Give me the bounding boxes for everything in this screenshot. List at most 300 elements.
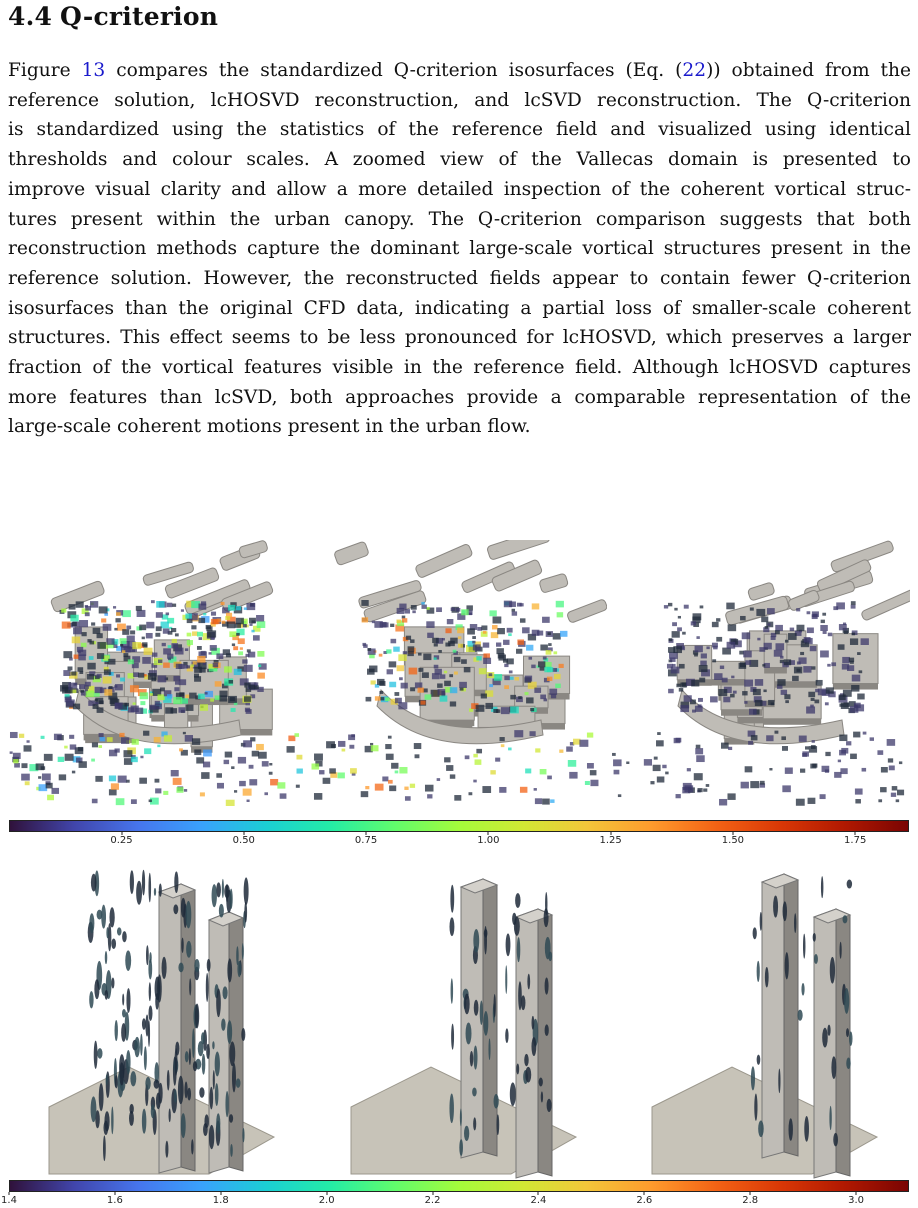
vortex-isosurface — [200, 792, 205, 796]
vortex-isosurface — [126, 1050, 130, 1074]
vortex-isosurface — [459, 1139, 463, 1156]
vortex-isosurface — [520, 618, 526, 622]
vortex-isosurface — [101, 618, 106, 622]
vortex-isosurface — [109, 686, 113, 689]
vortex-isosurface — [585, 781, 590, 785]
vortex-isosurface — [195, 1003, 199, 1028]
vortex-isosurface — [148, 873, 151, 903]
vortex-isosurface — [515, 677, 519, 681]
vortex-isosurface — [13, 759, 18, 763]
vortex-isosurface — [777, 679, 785, 686]
vortex-isosurface — [483, 658, 491, 664]
vortex-isosurface — [695, 706, 703, 712]
vortex-isosurface — [458, 636, 461, 639]
vortex-isosurface — [753, 689, 761, 695]
vortex-isosurface — [545, 977, 549, 994]
vortex-isosurface — [157, 745, 160, 748]
vortex-isosurface — [425, 694, 432, 699]
vortex-isosurface — [93, 628, 101, 634]
vortex-isosurface — [842, 657, 850, 663]
vortex-isosurface — [162, 957, 167, 979]
vortex-isosurface — [812, 740, 815, 743]
vortex-isosurface — [158, 660, 162, 663]
vortex-isosurface — [388, 780, 393, 784]
colorbar-tick-label: 2.2 — [424, 1195, 441, 1206]
vortex-isosurface — [226, 653, 231, 657]
vortex-isosurface — [714, 673, 722, 680]
vortex-isosurface — [224, 666, 232, 672]
vortex-isosurface — [171, 628, 176, 632]
vortex-isosurface — [115, 748, 120, 752]
vortex-isosurface — [365, 786, 369, 789]
vortex-isosurface — [269, 763, 272, 765]
cross-reference-link[interactable]: 22 — [682, 60, 707, 81]
vortex-isosurface — [425, 785, 434, 792]
vortex-isosurface — [106, 638, 114, 645]
vortex-isosurface — [532, 1016, 535, 1030]
vortex-isosurface — [811, 698, 815, 701]
vortex-isosurface — [742, 691, 747, 695]
vortex-isosurface — [810, 764, 816, 769]
vortex-isosurface — [198, 604, 206, 610]
paragraph-text: compares the standardized Q-criterion isosurfaces (Eq. ( — [105, 60, 683, 81]
vortex-isosurface — [47, 795, 54, 801]
vortex-isosurface — [122, 629, 129, 635]
vortex-isosurface — [745, 766, 753, 772]
vortex-isosurface — [194, 749, 201, 755]
vortex-isosurface — [767, 623, 770, 626]
vortex-isosurface — [86, 691, 94, 698]
vortex-isosurface — [757, 638, 760, 641]
vortex-isosurface — [247, 649, 251, 652]
vortex-isosurface — [516, 1063, 519, 1074]
vortex-isosurface — [314, 754, 323, 761]
vortex-isosurface — [229, 1041, 235, 1066]
vortex-isosurface — [380, 697, 384, 700]
vortex-isosurface — [210, 1087, 214, 1110]
vortex-isosurface — [200, 704, 208, 711]
vortex-isosurface — [553, 633, 561, 639]
paragraph-text: reconstruction methods capture the dominant large-scale vortical structures present in the — [8, 238, 911, 260]
vortex-isosurface — [676, 684, 680, 688]
vortex-isosurface — [65, 697, 72, 703]
vortex-isosurface — [831, 662, 836, 666]
vortex-isosurface — [540, 667, 545, 671]
vortex-isosurface — [234, 669, 242, 675]
vortex-isosurface — [329, 768, 336, 773]
vortex-isosurface — [857, 652, 861, 655]
vortex-isosurface — [165, 1141, 168, 1158]
vortex-isosurface — [694, 773, 703, 780]
vortex-isosurface — [63, 670, 70, 676]
paragraph-text: isosurfaces than the original CFD data, indicating a partial loss of smaller-scale coherent — [8, 297, 911, 319]
vortex-isosurface — [862, 768, 867, 772]
vortex-isosurface — [165, 707, 173, 713]
vortex-isosurface — [210, 645, 217, 651]
vortex-isosurface — [85, 605, 88, 608]
vortex-isosurface — [731, 676, 734, 679]
vortex-isosurface — [140, 701, 145, 705]
vortex-isosurface — [116, 612, 121, 616]
vortex-isosurface — [389, 785, 396, 791]
vortex-isosurface — [782, 746, 788, 751]
vortex-isosurface — [120, 638, 127, 644]
vortex-isosurface — [825, 752, 830, 756]
vortex-isosurface — [542, 617, 550, 623]
towers-lchosvd-panel — [311, 862, 607, 1180]
vortex-isosurface — [404, 787, 408, 790]
vortex-isosurface — [121, 737, 129, 744]
vortex-isosurface — [144, 648, 153, 655]
vortex-isosurface — [485, 703, 493, 709]
vortex-isosurface — [722, 678, 728, 683]
section-number: 4.4 — [8, 2, 53, 31]
vortex-isosurface — [87, 663, 95, 670]
vortex-isosurface — [95, 687, 103, 693]
vortex-isosurface — [236, 618, 244, 625]
vortex-isosurface — [850, 638, 858, 645]
vortex-isosurface — [547, 677, 553, 681]
vortex-isosurface — [277, 782, 285, 788]
vortex-isosurface — [97, 633, 103, 638]
vortex-isosurface — [450, 774, 455, 778]
vortex-isosurface — [186, 941, 191, 958]
vortex-isosurface — [174, 1089, 177, 1103]
vortex-isosurface — [168, 645, 172, 648]
vortex-isosurface — [758, 1120, 764, 1137]
vortex-isosurface — [361, 791, 369, 797]
vortex-isosurface — [397, 608, 405, 614]
vortex-isosurface — [803, 666, 811, 673]
paragraph-text: fraction of the vortical features visible in the reference field. Although lcHOSVD captures — [8, 357, 911, 379]
vortex-isosurface — [546, 650, 552, 655]
vortex-isosurface — [175, 681, 179, 684]
vortex-isosurface — [839, 694, 846, 700]
vortex-isosurface — [203, 662, 206, 664]
vortex-isosurface — [464, 667, 471, 672]
vortex-isosurface — [851, 605, 856, 609]
vortex-isosurface — [822, 613, 826, 616]
vortex-isosurface — [508, 633, 511, 636]
vortex-isosurface — [80, 690, 84, 693]
vortex-isosurface — [382, 776, 388, 781]
vortex-isosurface — [120, 644, 123, 647]
vortex-isosurface — [174, 687, 179, 691]
vortex-isosurface — [252, 751, 259, 757]
vortex-isosurface — [197, 632, 203, 637]
vortex-isosurface — [459, 682, 467, 688]
vortex-isosurface — [534, 688, 541, 693]
vortex-isosurface — [99, 606, 108, 613]
vortex-isosurface — [453, 650, 457, 653]
vortex-isosurface — [389, 661, 397, 667]
vortex-isosurface — [836, 602, 845, 609]
paragraph-line — [8, 412, 911, 442]
building-block — [50, 580, 105, 613]
vortex-isosurface — [169, 1109, 171, 1123]
vortex-isosurface — [804, 1116, 809, 1142]
vortex-isosurface — [105, 990, 108, 1000]
vortex-isosurface — [99, 733, 104, 737]
vortex-isosurface — [820, 794, 826, 799]
colorbar-bottom — [1, 1180, 909, 1206]
vortex-isosurface — [775, 731, 779, 734]
colorbar-tick-label: 2.6 — [636, 1195, 653, 1206]
vortex-isosurface — [887, 739, 895, 746]
vortex-isosurface — [826, 687, 834, 693]
vortex-isosurface — [470, 1051, 473, 1066]
vortex-isosurface — [677, 627, 682, 631]
vortex-isosurface — [216, 653, 223, 659]
vortex-isosurface — [207, 959, 211, 972]
vortex-isosurface — [130, 630, 135, 634]
vortex-isosurface — [473, 754, 477, 758]
paragraph-text: Figure — [8, 60, 82, 81]
vortex-isosurface — [78, 747, 83, 751]
building-block — [539, 573, 569, 593]
vortex-isosurface — [59, 774, 66, 780]
building-block — [491, 559, 543, 592]
vortex-isosurface — [481, 694, 487, 699]
vortex-isosurface — [74, 654, 79, 658]
vortex-isosurface — [480, 1001, 483, 1025]
vortex-isosurface — [557, 612, 564, 617]
vortex-isosurface — [410, 784, 415, 788]
towers-lcsvd-panel — [612, 862, 910, 1180]
vortex-isosurface — [719, 799, 727, 806]
vortex-isosurface — [155, 993, 159, 1010]
paragraph-line — [8, 175, 911, 205]
vortex-isosurface — [408, 651, 414, 656]
vortex-isosurface — [184, 789, 187, 792]
vortex-isosurface — [778, 1068, 780, 1093]
vortex-isosurface — [93, 704, 99, 709]
building-block — [415, 543, 474, 578]
vortex-isosurface — [105, 951, 107, 964]
vortex-isosurface — [504, 601, 512, 608]
vortex-isosurface — [541, 1091, 543, 1102]
vortex-isosurface — [231, 766, 234, 769]
vortex-isosurface — [191, 625, 196, 629]
vortex-isosurface — [783, 901, 787, 921]
vortex-isosurface — [751, 735, 758, 740]
vortex-isosurface — [744, 680, 753, 687]
vortex-isosurface — [142, 637, 145, 640]
vallecas-lcsvd-image — [612, 540, 910, 806]
vortex-isosurface — [91, 1096, 97, 1122]
vortex-isosurface — [379, 654, 383, 657]
vortex-isosurface — [549, 689, 557, 695]
vortex-isosurface — [92, 742, 98, 747]
vortex-isosurface — [535, 798, 542, 804]
vortex-isosurface — [312, 763, 320, 769]
vortex-isosurface — [706, 784, 710, 787]
vortex-isosurface — [69, 735, 74, 739]
vortex-isosurface — [371, 745, 379, 751]
vortex-isosurface — [175, 648, 184, 655]
vortex-isosurface — [482, 786, 491, 793]
paragraph-text: more features than lcSVD, both approaches provide a comparable representation of the — [8, 386, 911, 408]
vortex-isosurface — [464, 1126, 469, 1141]
vortex-isosurface — [185, 613, 192, 618]
vortex-isosurface — [800, 769, 805, 773]
vortex-isosurface — [338, 772, 345, 778]
vortex-isosurface — [477, 627, 482, 631]
vortex-isosurface — [444, 757, 450, 762]
vortex-isosurface — [525, 692, 529, 695]
towers-lchosvd-image — [311, 862, 607, 1180]
vortex-isosurface — [888, 758, 893, 762]
vortex-isosurface — [763, 689, 766, 692]
colorbar-tick-label: 1.4 — [1, 1195, 17, 1206]
vortex-isosurface — [244, 696, 251, 702]
vortex-isosurface — [128, 707, 135, 712]
vortex-isosurface — [751, 1066, 755, 1090]
vortex-isosurface — [144, 1046, 147, 1070]
vortex-isosurface — [73, 627, 82, 634]
vortex-isosurface — [42, 773, 51, 780]
vortex-isosurface — [505, 965, 507, 994]
vortex-isosurface — [899, 761, 902, 764]
vortex-isosurface — [509, 670, 513, 673]
vortex-isosurface — [559, 750, 563, 753]
vortex-isosurface — [395, 698, 402, 704]
vortex-isosurface — [807, 627, 814, 633]
vortex-isosurface — [414, 743, 421, 749]
vortex-isosurface — [173, 904, 178, 914]
vortex-isosurface — [231, 708, 236, 712]
vortex-isosurface — [543, 698, 547, 701]
vortex-isosurface — [296, 755, 302, 760]
vortex-isosurface — [797, 1010, 802, 1021]
vortex-isosurface — [442, 638, 445, 640]
vortex-isosurface — [691, 621, 696, 625]
vortex-isosurface — [209, 652, 212, 654]
vortex-isosurface — [822, 766, 830, 772]
vortex-isosurface — [796, 799, 805, 806]
vortex-isosurface — [473, 1117, 476, 1130]
vortex-isosurface — [158, 675, 167, 682]
vortex-isosurface — [129, 1111, 134, 1126]
vortex-isosurface — [227, 1020, 232, 1044]
paragraph-text: )) obtained from the — [706, 60, 911, 81]
vortex-isosurface — [229, 631, 236, 637]
vortex-isosurface — [668, 689, 674, 693]
vortex-isosurface — [296, 785, 300, 788]
vortex-isosurface — [68, 666, 73, 670]
vortex-isosurface — [103, 624, 112, 631]
vortex-isosurface — [464, 994, 470, 1015]
vortex-isosurface — [192, 631, 198, 635]
vortex-isosurface — [450, 701, 456, 706]
vortex-isosurface — [540, 695, 546, 700]
vortex-isosurface — [264, 792, 268, 795]
vortex-isosurface — [21, 774, 30, 781]
vortex-isosurface — [228, 605, 235, 611]
vortex-isosurface — [243, 624, 247, 627]
vortex-isosurface — [54, 734, 62, 740]
vortex-isosurface — [73, 683, 76, 686]
vortex-isosurface — [851, 601, 856, 605]
vortex-isosurface — [394, 692, 399, 696]
vortex-isosurface — [697, 788, 702, 792]
vortex-isosurface — [716, 618, 720, 621]
vortex-isosurface — [444, 671, 447, 674]
vortex-isosurface — [479, 668, 487, 674]
vortex-isosurface — [140, 756, 143, 758]
colorbar-bottom-gradient — [9, 1180, 909, 1192]
vortex-isosurface — [130, 1071, 136, 1086]
vortex-isosurface — [896, 799, 899, 802]
paragraph-line — [8, 86, 911, 116]
vortex-isosurface — [230, 889, 233, 909]
vortex-isosurface — [10, 732, 18, 738]
vortex-isosurface — [492, 625, 498, 629]
vortex-isosurface — [132, 642, 141, 649]
vortex-isosurface — [437, 683, 443, 687]
vortex-isosurface — [408, 646, 415, 651]
vortex-isosurface — [785, 952, 789, 979]
paragraph-line — [8, 294, 911, 324]
vortex-isosurface — [514, 730, 523, 737]
vortex-isosurface — [246, 654, 250, 657]
vortex-isosurface — [269, 772, 273, 775]
vortex-isosurface — [185, 705, 193, 711]
vortex-isosurface — [488, 1038, 490, 1060]
vortex-isosurface — [216, 882, 221, 897]
vortex-isosurface — [774, 650, 783, 657]
vortex-isosurface — [185, 735, 193, 742]
colorbar-tick-label: 1.00 — [477, 835, 500, 846]
vortex-isosurface — [350, 768, 357, 773]
vortex-isosurface — [493, 994, 495, 1017]
vortex-isosurface — [476, 749, 482, 754]
vortex-isosurface — [181, 609, 184, 611]
vortex-isosurface — [73, 704, 80, 710]
vortex-isosurface — [700, 605, 704, 608]
vortex-isosurface — [294, 733, 299, 737]
cross-reference-link[interactable]: 13 — [81, 60, 106, 81]
vortex-isosurface — [680, 683, 686, 688]
vortex-isosurface — [154, 888, 156, 896]
vortex-isosurface — [467, 628, 475, 634]
vortex-isosurface — [720, 666, 724, 669]
vortex-isosurface — [825, 702, 829, 705]
vortex-isosurface — [397, 665, 404, 671]
vortex-isosurface — [728, 624, 737, 631]
vortex-isosurface — [179, 692, 184, 696]
vortex-isosurface — [194, 959, 199, 972]
colorbar-tick-label: 3.0 — [848, 1195, 864, 1206]
vortex-isosurface — [794, 913, 796, 933]
vortex-isosurface — [809, 746, 817, 753]
vortex-isosurface — [504, 685, 509, 689]
vortex-isosurface — [767, 608, 775, 614]
vortex-isosurface — [806, 706, 815, 713]
vortex-isosurface — [175, 633, 179, 636]
vortex-isosurface — [142, 1109, 146, 1134]
vortex-isosurface — [134, 1037, 140, 1057]
vortex-isosurface — [372, 621, 375, 623]
vortex-isosurface — [474, 1045, 478, 1069]
vortex-isosurface — [460, 1109, 462, 1127]
building-block — [861, 586, 910, 621]
vortex-isosurface — [142, 642, 147, 646]
vortex-isosurface — [525, 769, 531, 774]
vortex-isosurface — [525, 1067, 531, 1083]
vortex-isosurface — [189, 978, 191, 995]
vortex-isosurface — [203, 613, 206, 616]
